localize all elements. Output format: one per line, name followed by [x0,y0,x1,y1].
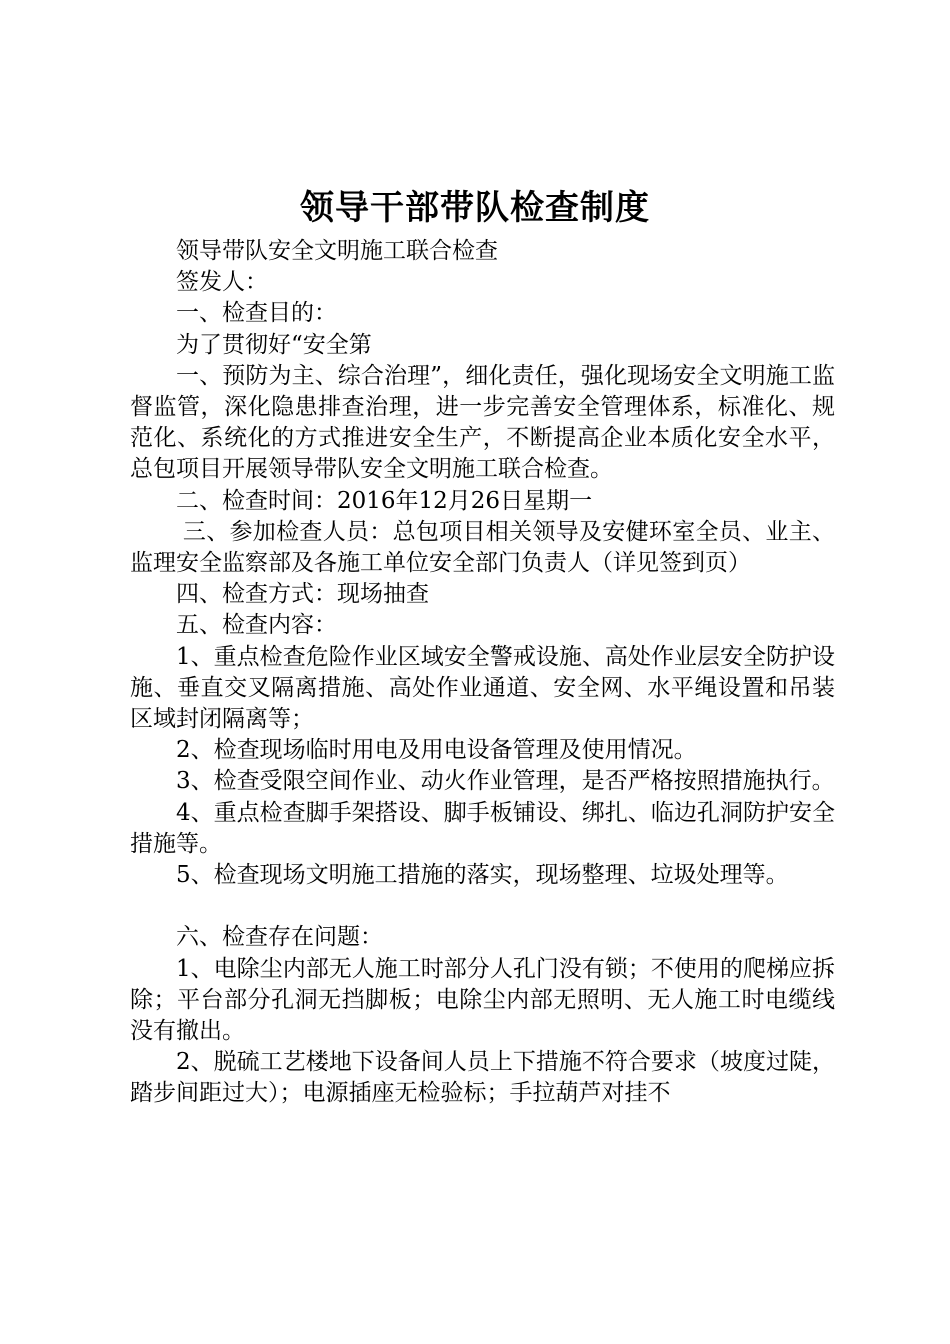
paragraph: 一、预防为主、综合治理”，细化责任，强化现场安全文明施工监督监管，深化隐患排查治理，进一步完善安全管理体系，标准化、规范化、系统化的方式推进安全生产，不断提高企业本质化安全水平，总包项目开展领导带队安全文明施工联合检查。 [130,362,835,483]
paragraph: 4、重点检查脚手架搭设、脚手板铺设、绑扎、临边孔洞防护安全措施等。 [130,799,835,857]
paragraph: 为了贯彻好“安全第 [176,331,372,358]
paragraph: 六、检查存在问题： [176,924,383,951]
blank-line [130,891,835,922]
paragraph: 2、检查现场临时用电及用电设备管理及使用情况。 [176,737,697,764]
paragraph: 3、检查受限空间作业、动火作业管理，是否严格按照措施执行。 [176,768,835,795]
paragraph: 领导带队安全文明施工联合检查 [176,238,498,264]
paragraph: 三、参加检查人员：总包项目相关领导及安健环室全员、业主、监理安全监察部及各施工单位安全部门负责人（详见签到页） [130,518,835,577]
paragraph: 二、检查时间：2016年12月26日星期一 [176,487,593,514]
paragraph: 五、检查内容： [176,612,337,639]
paragraph: 签发人： [176,269,268,296]
paragraph: 1、重点检查危险作业区域安全警戒设施、高处作业层安全防护设施、垂直交叉隔离措施、高处作业通道、安全网、水平绳设置和吊装区域封闭隔离等； [130,643,835,733]
paragraph: 2、脱硫工艺楼地下设备间人员上下措施不符合要求（坡度过陡，踏步间距过大）；电源插座无检验标；手拉葫芦对挂不 [130,1049,835,1107]
paragraph: 1、电除尘内部无人施工时部分人孔门没有锁；不使用的爬梯应拆除；平台部分孔洞无挡脚板；电除尘内部无照明、无人施工时电缆线没有撤出。 [130,955,835,1045]
paragraph: 5、检查现场文明施工措施的落实，现场整理、垃圾处理等。 [176,862,789,889]
paragraph: 四、检查方式：现场抽查 [176,581,429,608]
document-body [130,236,835,1110]
document-title: 领导干部带队检查制度 [300,188,650,228]
paragraph: 一、检查目的： [176,300,337,327]
